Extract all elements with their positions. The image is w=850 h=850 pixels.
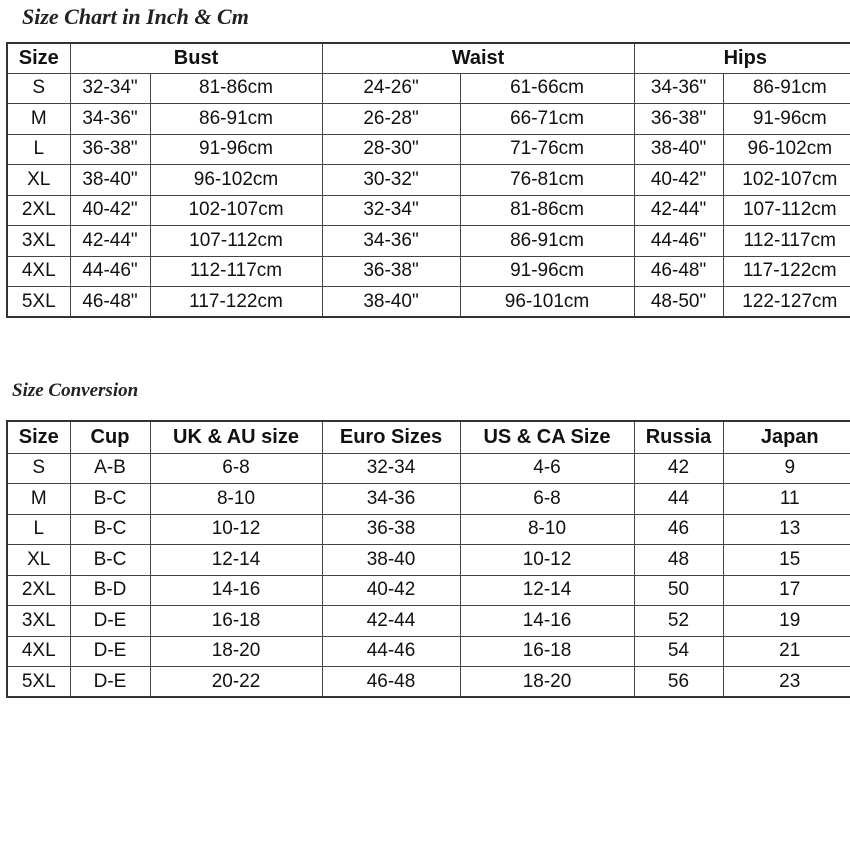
table-cell: 46 (634, 514, 723, 545)
table-cell: 32-34 (322, 453, 460, 484)
table-cell: 102-107cm (723, 165, 850, 196)
table-cell: B-C (70, 545, 150, 576)
table-cell: M (7, 484, 70, 515)
table-cell: 36-38" (634, 104, 723, 135)
table-cell: 76-81cm (460, 165, 634, 196)
table-cell: 5XL (7, 667, 70, 698)
table-cell: 112-117cm (723, 226, 850, 257)
table-cell: 112-117cm (150, 256, 322, 287)
table-cell: 3XL (7, 606, 70, 637)
table-cell: 32-34" (70, 73, 150, 104)
table-cell: S (7, 73, 70, 104)
table-cell: 15 (723, 545, 850, 576)
table-cell: 86-91cm (460, 226, 634, 257)
table-cell: 4XL (7, 636, 70, 667)
size-chart-row (7, 287, 850, 318)
table-cell: 107-112cm (150, 226, 322, 257)
table-cell: 56 (634, 667, 723, 698)
table-cell: 44-46 (322, 636, 460, 667)
table-cell: B-C (70, 484, 150, 515)
waist-header: Waist (322, 43, 634, 73)
table-cell: 4-6 (460, 453, 634, 484)
table-cell: 42-44 (322, 606, 460, 637)
table-cell: 42 (634, 453, 723, 484)
table-cell: 16-18 (460, 636, 634, 667)
table-cell: B-C (70, 514, 150, 545)
table-cell: XL (7, 165, 70, 196)
size-conversion-row (7, 636, 850, 667)
table-cell: B-D (70, 575, 150, 606)
table-cell: 28-30" (322, 134, 460, 165)
size-chart-row (7, 165, 850, 196)
table-cell: 12-14 (150, 545, 322, 576)
size-conversion-header-row (7, 421, 850, 453)
table-cell: 117-122cm (723, 256, 850, 287)
column-header: Japan (723, 421, 850, 453)
table-cell: 117-122cm (150, 287, 322, 318)
column-header: Euro Sizes (322, 421, 460, 453)
table-cell: 81-86cm (460, 195, 634, 226)
table-cell: 34-36" (70, 104, 150, 135)
column-header: UK & AU size (150, 421, 322, 453)
table-cell: 38-40" (70, 165, 150, 196)
table-cell: 91-96cm (723, 104, 850, 135)
table-cell: 46-48 (322, 667, 460, 698)
size-chart-row (7, 256, 850, 287)
table-cell: XL (7, 545, 70, 576)
column-header: Cup (70, 421, 150, 453)
table-cell: 42-44" (70, 226, 150, 257)
table-cell: 26-28" (322, 104, 460, 135)
table-cell: 11 (723, 484, 850, 515)
size-chart-header-row (7, 43, 850, 73)
size-conversion-row (7, 484, 850, 515)
table-cell: 44 (634, 484, 723, 515)
table-cell: L (7, 514, 70, 545)
table-cell: 16-18 (150, 606, 322, 637)
size-conversion-row (7, 667, 850, 698)
table-cell: 36-38" (70, 134, 150, 165)
size-conversion-table (6, 420, 850, 698)
size-conversion-row (7, 545, 850, 576)
table-cell: 102-107cm (150, 195, 322, 226)
table-cell: 24-26" (322, 73, 460, 104)
table-cell: 30-32" (322, 165, 460, 196)
table-cell: 48 (634, 545, 723, 576)
table-cell: 96-101cm (460, 287, 634, 318)
table-cell: 86-91cm (723, 73, 850, 104)
table-cell: 96-102cm (150, 165, 322, 196)
table-cell: D-E (70, 636, 150, 667)
table-cell: 86-91cm (150, 104, 322, 135)
table-cell: 81-86cm (150, 73, 322, 104)
table-cell: 14-16 (460, 606, 634, 637)
column-header: Russia (634, 421, 723, 453)
table-cell: 20-22 (150, 667, 322, 698)
size-chart-row (7, 73, 850, 104)
table-cell: 6-8 (460, 484, 634, 515)
table-cell: 36-38" (322, 256, 460, 287)
size-conversion-row (7, 453, 850, 484)
table-cell: 18-20 (150, 636, 322, 667)
hips-header: Hips (634, 43, 850, 73)
table-cell: 42-44" (634, 195, 723, 226)
table-cell: 34-36" (322, 226, 460, 257)
table-cell: 50 (634, 575, 723, 606)
table-cell: 2XL (7, 575, 70, 606)
table-cell: 34-36" (634, 73, 723, 104)
table-cell: L (7, 134, 70, 165)
table-cell: 66-71cm (460, 104, 634, 135)
table-cell: 9 (723, 453, 850, 484)
table-cell: 40-42 (322, 575, 460, 606)
table-cell: 107-112cm (723, 195, 850, 226)
table-cell: 10-12 (150, 514, 322, 545)
table-cell: S (7, 453, 70, 484)
column-header: Size (7, 421, 70, 453)
size-conversion-row (7, 575, 850, 606)
table-cell: D-E (70, 606, 150, 637)
table-cell: 36-38 (322, 514, 460, 545)
table-cell: 38-40" (634, 134, 723, 165)
table-cell: 71-76cm (460, 134, 634, 165)
size-conversion-row (7, 606, 850, 637)
table-cell: 8-10 (460, 514, 634, 545)
table-cell: 21 (723, 636, 850, 667)
table-cell: 96-102cm (723, 134, 850, 165)
size-chart-row (7, 134, 850, 165)
table-cell: 18-20 (460, 667, 634, 698)
table-cell: 40-42" (634, 165, 723, 196)
table-cell: 52 (634, 606, 723, 637)
size-chart-row (7, 226, 850, 257)
table-cell: 5XL (7, 287, 70, 318)
bust-header: Bust (70, 43, 322, 73)
table-cell: 38-40" (322, 287, 460, 318)
table-cell: 13 (723, 514, 850, 545)
table-cell: 19 (723, 606, 850, 637)
table-cell: M (7, 104, 70, 135)
table-cell: 54 (634, 636, 723, 667)
size-conversion-row (7, 514, 850, 545)
table-cell: 10-12 (460, 545, 634, 576)
size-header: Size (7, 43, 70, 73)
table-cell: 44-46" (634, 226, 723, 257)
table-cell: 32-34" (322, 195, 460, 226)
table-cell: 12-14 (460, 575, 634, 606)
table-cell: 38-40 (322, 545, 460, 576)
table-cell: D-E (70, 667, 150, 698)
table-cell: 17 (723, 575, 850, 606)
size-chart-title: Size Chart in Inch & Cm (22, 4, 249, 29)
size-conversion-title: Size Conversion (12, 380, 139, 401)
table-cell: 34-36 (322, 484, 460, 515)
size-chart-table (6, 42, 850, 318)
table-cell: A-B (70, 453, 150, 484)
table-cell: 6-8 (150, 453, 322, 484)
table-cell: 61-66cm (460, 73, 634, 104)
table-cell: 46-48" (634, 256, 723, 287)
column-header: US & CA Size (460, 421, 634, 453)
size-chart-row (7, 104, 850, 135)
table-cell: 44-46" (70, 256, 150, 287)
table-cell: 46-48" (70, 287, 150, 318)
table-cell: 4XL (7, 256, 70, 287)
table-cell: 122-127cm (723, 287, 850, 318)
table-cell: 40-42" (70, 195, 150, 226)
table-cell: 14-16 (150, 575, 322, 606)
table-cell: 3XL (7, 226, 70, 257)
table-cell: 91-96cm (460, 256, 634, 287)
table-cell: 48-50" (634, 287, 723, 318)
size-chart-row (7, 195, 850, 226)
table-cell: 2XL (7, 195, 70, 226)
table-cell: 8-10 (150, 484, 322, 515)
table-cell: 23 (723, 667, 850, 698)
table-cell: 91-96cm (150, 134, 322, 165)
